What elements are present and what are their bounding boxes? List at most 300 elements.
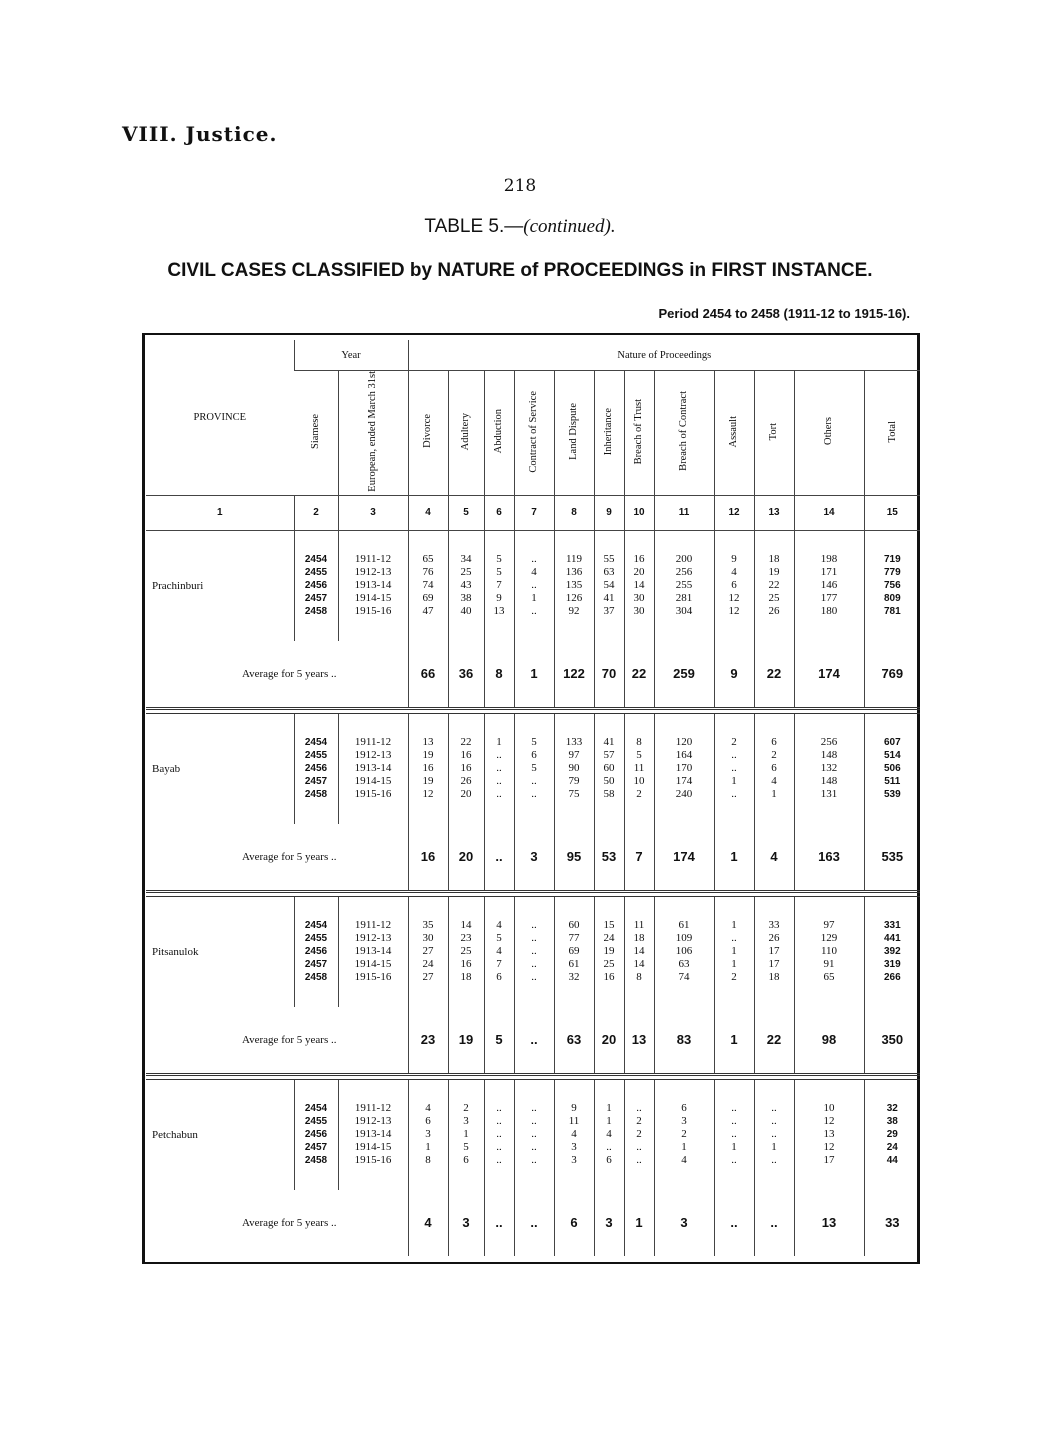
cell-value: 177: [820, 592, 838, 605]
cell-value: ..: [731, 1154, 737, 1167]
cell-value: ..: [531, 1141, 537, 1154]
cell-value: 2: [681, 1128, 687, 1141]
cell-value: 2: [636, 1128, 642, 1141]
data-cell: [624, 896, 654, 1007]
column-number: 9: [594, 495, 624, 530]
cell-value: 19: [603, 945, 615, 958]
cell-value: 12: [823, 1141, 835, 1154]
cell-value: 4: [771, 775, 777, 788]
cell-value: 2455: [304, 1116, 328, 1128]
cell-value: 14: [460, 919, 472, 932]
cell-value: 1: [771, 1141, 777, 1154]
cell-value: ..: [606, 1141, 612, 1154]
cell-value: 19: [422, 775, 434, 788]
cell-value: ..: [531, 553, 537, 566]
cell-value: 1914-15: [354, 592, 392, 605]
cell-value: 75: [568, 788, 580, 801]
column-header: [754, 371, 794, 496]
data-cell: [714, 1079, 754, 1190]
average-value: 22: [754, 1007, 794, 1075]
value-stack: [496, 736, 502, 801]
cell-value: 35: [422, 919, 434, 932]
cell-value: 30: [633, 605, 645, 618]
cell-value: 4: [606, 1128, 612, 1141]
cell-value: 256: [820, 736, 838, 749]
average-value: 1: [714, 1007, 754, 1075]
cell-value: 146: [820, 579, 838, 592]
cell-value: 148: [820, 749, 838, 762]
cell-value: 15: [603, 919, 615, 932]
data-cell: [864, 896, 920, 1007]
average-value: 122: [554, 641, 594, 709]
data-cell: [294, 896, 338, 1007]
cell-value: 8: [636, 971, 642, 984]
average-value: 3: [514, 824, 554, 892]
cell-value: 69: [568, 945, 580, 958]
cell-value: ..: [731, 932, 737, 945]
average-value: 259: [654, 641, 714, 709]
value-stack: [604, 736, 615, 801]
data-cell: [338, 530, 408, 641]
cell-value: 10: [633, 775, 645, 788]
cell-value: 1912-13: [354, 1115, 392, 1128]
cell-value: 33: [768, 919, 780, 932]
average-row: [146, 641, 920, 709]
province-data-row: [146, 713, 920, 824]
cell-value: 74: [678, 971, 690, 984]
table-title: [0, 216, 1040, 238]
cell-value: 12: [728, 592, 740, 605]
value-stack: [569, 1102, 580, 1167]
value-stack: [461, 919, 472, 984]
cell-value: 65: [422, 553, 434, 566]
data-cell: [554, 530, 594, 641]
value-stack: [496, 919, 502, 984]
cell-value: ..: [731, 749, 737, 762]
cell-value: 1913-14: [354, 945, 392, 958]
column-header: [484, 371, 514, 496]
cell-value: 2456: [304, 763, 328, 775]
column-number: 14: [794, 495, 864, 530]
average-value: 174: [794, 641, 864, 709]
data-cell: [554, 1079, 594, 1190]
cell-value: 319: [883, 959, 901, 971]
value-stack: [355, 919, 392, 984]
cell-value: 6: [681, 1102, 687, 1115]
value-stack: [531, 736, 537, 801]
cell-value: 44: [886, 1155, 898, 1167]
cell-value: ..: [731, 1102, 737, 1115]
cell-value: 781: [883, 606, 901, 618]
cell-value: ..: [531, 919, 537, 932]
cell-value: 9: [496, 592, 502, 605]
cell-value: 5: [496, 553, 502, 566]
cell-value: 1914-15: [354, 1141, 392, 1154]
cell-value: 255: [675, 579, 693, 592]
cell-value: 14: [633, 958, 645, 971]
cell-value: 4: [496, 919, 502, 932]
value-stack: [531, 553, 537, 618]
value-stack: [496, 1102, 502, 1167]
cell-value: 1: [606, 1115, 612, 1128]
cell-value: 2455: [304, 567, 328, 579]
column-number: 2: [294, 495, 338, 530]
cell-value: 2457: [304, 593, 328, 605]
column-header: [794, 371, 864, 496]
cell-value: 1913-14: [354, 762, 392, 775]
cell-value: 2458: [304, 606, 328, 618]
cell-value: 19: [768, 566, 780, 579]
cell-value: 37: [603, 605, 615, 618]
value-stack: [634, 919, 645, 984]
cell-value: 2454: [304, 920, 328, 932]
value-stack: [884, 736, 901, 801]
data-cell: [408, 896, 448, 1007]
average-value: 6: [554, 1190, 594, 1256]
column-number: 15: [864, 495, 920, 530]
data-cell: [754, 530, 794, 641]
cell-value: 539: [883, 789, 901, 801]
cell-value: 4: [496, 945, 502, 958]
value-stack: [729, 553, 740, 618]
cell-value: ..: [771, 1115, 777, 1128]
column-number: 13: [754, 495, 794, 530]
data-cell: [484, 1079, 514, 1190]
cell-value: 1: [681, 1141, 687, 1154]
cell-value: ..: [496, 1154, 502, 1167]
cell-value: 756: [883, 580, 901, 592]
data-cell: [794, 1079, 864, 1190]
cell-value: 779: [883, 567, 901, 579]
table-heading: CIVIL CASES CLASSIFIED by NATURE of PROCEEDINGS in FIRST INSTANCE.: [167, 260, 873, 281]
cell-value: 74: [422, 579, 434, 592]
cell-value: 12: [728, 605, 740, 618]
data-cell: [654, 1079, 714, 1190]
average-value: 9: [714, 641, 754, 709]
column-number: 7: [514, 495, 554, 530]
cell-value: 11: [633, 762, 645, 775]
cell-value: ..: [531, 579, 537, 592]
average-value: 1: [624, 1190, 654, 1256]
province-name: Bayab: [152, 762, 181, 775]
value-stack: [305, 919, 327, 984]
cell-value: 26: [460, 775, 472, 788]
year-group-header: Year: [294, 340, 408, 371]
column-header: [408, 371, 448, 496]
cell-value: 1912-13: [354, 932, 392, 945]
cell-value: 6: [771, 762, 777, 775]
data-cell: [624, 713, 654, 824]
average-label: Average for 5 years ..: [242, 667, 337, 680]
average-value: 3: [594, 1190, 624, 1256]
column-header: [554, 371, 594, 496]
cell-value: 97: [823, 919, 835, 932]
average-value: 5: [484, 1007, 514, 1075]
value-stack: [531, 1102, 537, 1167]
column-header: [514, 371, 554, 496]
column-header-label: Breach of Contract: [678, 391, 690, 472]
cell-value: 1911-12: [354, 736, 392, 749]
cell-value: 38: [886, 1116, 898, 1128]
cell-value: 11: [568, 1115, 580, 1128]
cell-value: 20: [633, 566, 645, 579]
value-stack: [355, 1102, 392, 1167]
cell-value: 2454: [304, 737, 328, 749]
column-header: [294, 371, 338, 496]
column-header-label: Land Dispute: [568, 402, 580, 460]
data-cell: [408, 1079, 448, 1190]
cell-value: 132: [820, 762, 838, 775]
data-cell: [448, 713, 484, 824]
value-stack: [461, 553, 472, 618]
cell-value: 25: [603, 958, 615, 971]
value-stack: [566, 736, 583, 801]
value-stack: [771, 1102, 777, 1167]
cell-value: 120: [675, 736, 693, 749]
cell-value: 198: [820, 553, 838, 566]
cell-value: 1915-16: [354, 788, 392, 801]
value-stack: [606, 1102, 612, 1167]
average-value: ..: [484, 1190, 514, 1256]
data-cell: [794, 896, 864, 1007]
cell-value: 12: [422, 788, 434, 801]
cell-value: 24: [422, 958, 434, 971]
column-header-label: Siamese: [309, 413, 321, 449]
cell-value: 392: [883, 946, 901, 958]
column-number: 1: [146, 495, 294, 530]
cell-value: 60: [603, 762, 615, 775]
data-cell: [514, 896, 554, 1007]
average-value: 16: [408, 824, 448, 892]
value-stack: [423, 553, 434, 618]
cell-value: 10: [823, 1102, 835, 1115]
average-value: 20: [594, 1007, 624, 1075]
cell-value: 19: [422, 749, 434, 762]
cell-value: 200: [675, 553, 693, 566]
value-stack: [634, 736, 645, 801]
civil-cases-table: [146, 340, 920, 1256]
data-cell: [514, 1079, 554, 1190]
province-data-row: [146, 1079, 920, 1190]
cell-value: 2457: [304, 776, 328, 788]
cell-value: 5: [463, 1141, 469, 1154]
cell-value: 1911-12: [354, 919, 392, 932]
average-value: 13: [794, 1190, 864, 1256]
cell-value: ..: [531, 1128, 537, 1141]
cell-value: 8: [425, 1154, 431, 1167]
value-stack: [636, 1102, 642, 1167]
data-cell: [594, 1079, 624, 1190]
cell-value: 1: [531, 592, 537, 605]
cell-value: 1912-13: [354, 566, 392, 579]
cell-value: 18: [768, 553, 780, 566]
cell-value: ..: [496, 1102, 502, 1115]
table-label: TABLE 5.—: [424, 216, 524, 237]
cell-value: ..: [731, 762, 737, 775]
cell-value: 69: [422, 592, 434, 605]
cell-value: 1: [731, 919, 737, 932]
data-cell: [594, 896, 624, 1007]
column-number: 6: [484, 495, 514, 530]
value-stack: [531, 919, 537, 984]
data-cell: [484, 896, 514, 1007]
average-label: Average for 5 years ..: [242, 1033, 337, 1046]
cell-value: 38: [460, 592, 472, 605]
cell-value: 18: [633, 932, 645, 945]
cell-value: 304: [675, 605, 693, 618]
cell-value: ..: [496, 788, 502, 801]
value-stack: [771, 736, 777, 801]
cell-value: ..: [531, 775, 537, 788]
column-header-label: Others: [823, 417, 835, 446]
cell-value: 1: [425, 1141, 431, 1154]
cell-value: 17: [768, 958, 780, 971]
column-header-label: Adultery: [460, 412, 472, 451]
data-cell: [408, 530, 448, 641]
cell-value: 133: [565, 736, 583, 749]
cell-value: 97: [568, 749, 580, 762]
data-cell: [714, 530, 754, 641]
column-header: [864, 371, 920, 496]
cell-value: 6: [731, 579, 737, 592]
average-label: Average for 5 years ..: [242, 850, 337, 863]
cell-value: 2: [463, 1102, 469, 1115]
cell-value: 174: [675, 775, 693, 788]
cell-value: 809: [883, 593, 901, 605]
column-header-label: European, ended March 31st: [367, 371, 379, 492]
cell-value: ..: [531, 1154, 537, 1167]
cell-value: 2457: [304, 959, 328, 971]
cell-value: 61: [568, 958, 580, 971]
cell-value: 16: [460, 762, 472, 775]
value-stack: [566, 553, 583, 618]
average-value: 769: [864, 641, 920, 709]
cell-value: 719: [883, 554, 901, 566]
cell-value: ..: [636, 1154, 642, 1167]
cell-value: 1915-16: [354, 971, 392, 984]
cell-value: 119: [565, 553, 583, 566]
value-stack: [676, 736, 693, 801]
cell-value: 131: [820, 788, 838, 801]
value-stack: [821, 736, 838, 801]
cell-value: 2458: [304, 1155, 328, 1167]
cell-value: 24: [886, 1142, 898, 1154]
cell-value: 2: [731, 736, 737, 749]
cell-value: ..: [531, 1102, 537, 1115]
cell-value: ..: [731, 788, 737, 801]
column-number: 12: [714, 495, 754, 530]
cell-value: 5: [636, 749, 642, 762]
value-stack: [604, 919, 615, 984]
cell-value: 8: [636, 736, 642, 749]
column-header-label: Total: [886, 420, 898, 443]
data-cell: [594, 530, 624, 641]
cell-value: 2: [731, 971, 737, 984]
cell-value: 3: [681, 1115, 687, 1128]
cell-value: 148: [820, 775, 838, 788]
cell-value: 32: [568, 971, 580, 984]
province-header: PROVINCE: [146, 340, 294, 495]
cell-value: 3: [463, 1115, 469, 1128]
cell-value: 4: [681, 1154, 687, 1167]
cell-value: ..: [531, 958, 537, 971]
cell-value: 136: [565, 566, 583, 579]
cell-value: 7: [496, 579, 502, 592]
cell-value: 27: [422, 971, 434, 984]
cell-value: 2456: [304, 946, 328, 958]
cell-value: 22: [460, 736, 472, 749]
cell-value: 180: [820, 605, 838, 618]
cell-value: 1: [731, 1141, 737, 1154]
cell-value: 171: [820, 566, 838, 579]
column-header-label: Assault: [728, 415, 740, 448]
column-header-label: Contract of Service: [528, 390, 540, 473]
cell-value: 16: [460, 958, 472, 971]
cell-value: 129: [820, 932, 838, 945]
cell-value: 60: [568, 919, 580, 932]
cell-value: 256: [675, 566, 693, 579]
average-value: 350: [864, 1007, 920, 1075]
cell-value: 43: [460, 579, 472, 592]
data-cell: [448, 1079, 484, 1190]
cell-value: 135: [565, 579, 583, 592]
average-value: 163: [794, 824, 864, 892]
cell-value: 65: [823, 971, 835, 984]
cell-value: 63: [678, 958, 690, 971]
column-number: 5: [448, 495, 484, 530]
cell-value: 441: [883, 933, 901, 945]
cell-value: 5: [496, 932, 502, 945]
cell-value: 20: [460, 788, 472, 801]
cell-value: 16: [633, 553, 645, 566]
value-stack: [887, 1102, 898, 1167]
cell-value: 24: [603, 932, 615, 945]
cell-value: 41: [603, 736, 615, 749]
value-stack: [604, 553, 615, 618]
data-cell: [338, 896, 408, 1007]
average-value: 1: [514, 641, 554, 709]
cell-value: ..: [771, 1128, 777, 1141]
data-cell: [624, 530, 654, 641]
value-stack: [769, 919, 780, 984]
cell-value: 240: [675, 788, 693, 801]
cell-value: 1914-15: [354, 775, 392, 788]
column-header-label: Breach of Trust: [633, 398, 645, 465]
average-value: 22: [754, 641, 794, 709]
average-value: ..: [754, 1190, 794, 1256]
cell-value: 1913-14: [354, 1128, 392, 1141]
cell-value: 1914-15: [354, 958, 392, 971]
cell-value: 77: [568, 932, 580, 945]
column-header: [624, 371, 654, 496]
cell-value: 9: [571, 1102, 577, 1115]
cell-value: ..: [496, 775, 502, 788]
cell-value: ..: [531, 788, 537, 801]
cell-value: 109: [675, 932, 693, 945]
column-number: 11: [654, 495, 714, 530]
value-stack: [884, 919, 901, 984]
cell-value: 34: [460, 553, 472, 566]
cell-value: 126: [565, 592, 583, 605]
value-stack: [884, 553, 901, 618]
value-stack: [731, 1102, 737, 1167]
average-value: 20: [448, 824, 484, 892]
cell-value: ..: [771, 1102, 777, 1115]
average-value: 63: [554, 1007, 594, 1075]
province-data-row: [146, 530, 920, 641]
nature-group-header: Nature of Proceedings: [408, 340, 920, 371]
cell-value: 2456: [304, 1129, 328, 1141]
